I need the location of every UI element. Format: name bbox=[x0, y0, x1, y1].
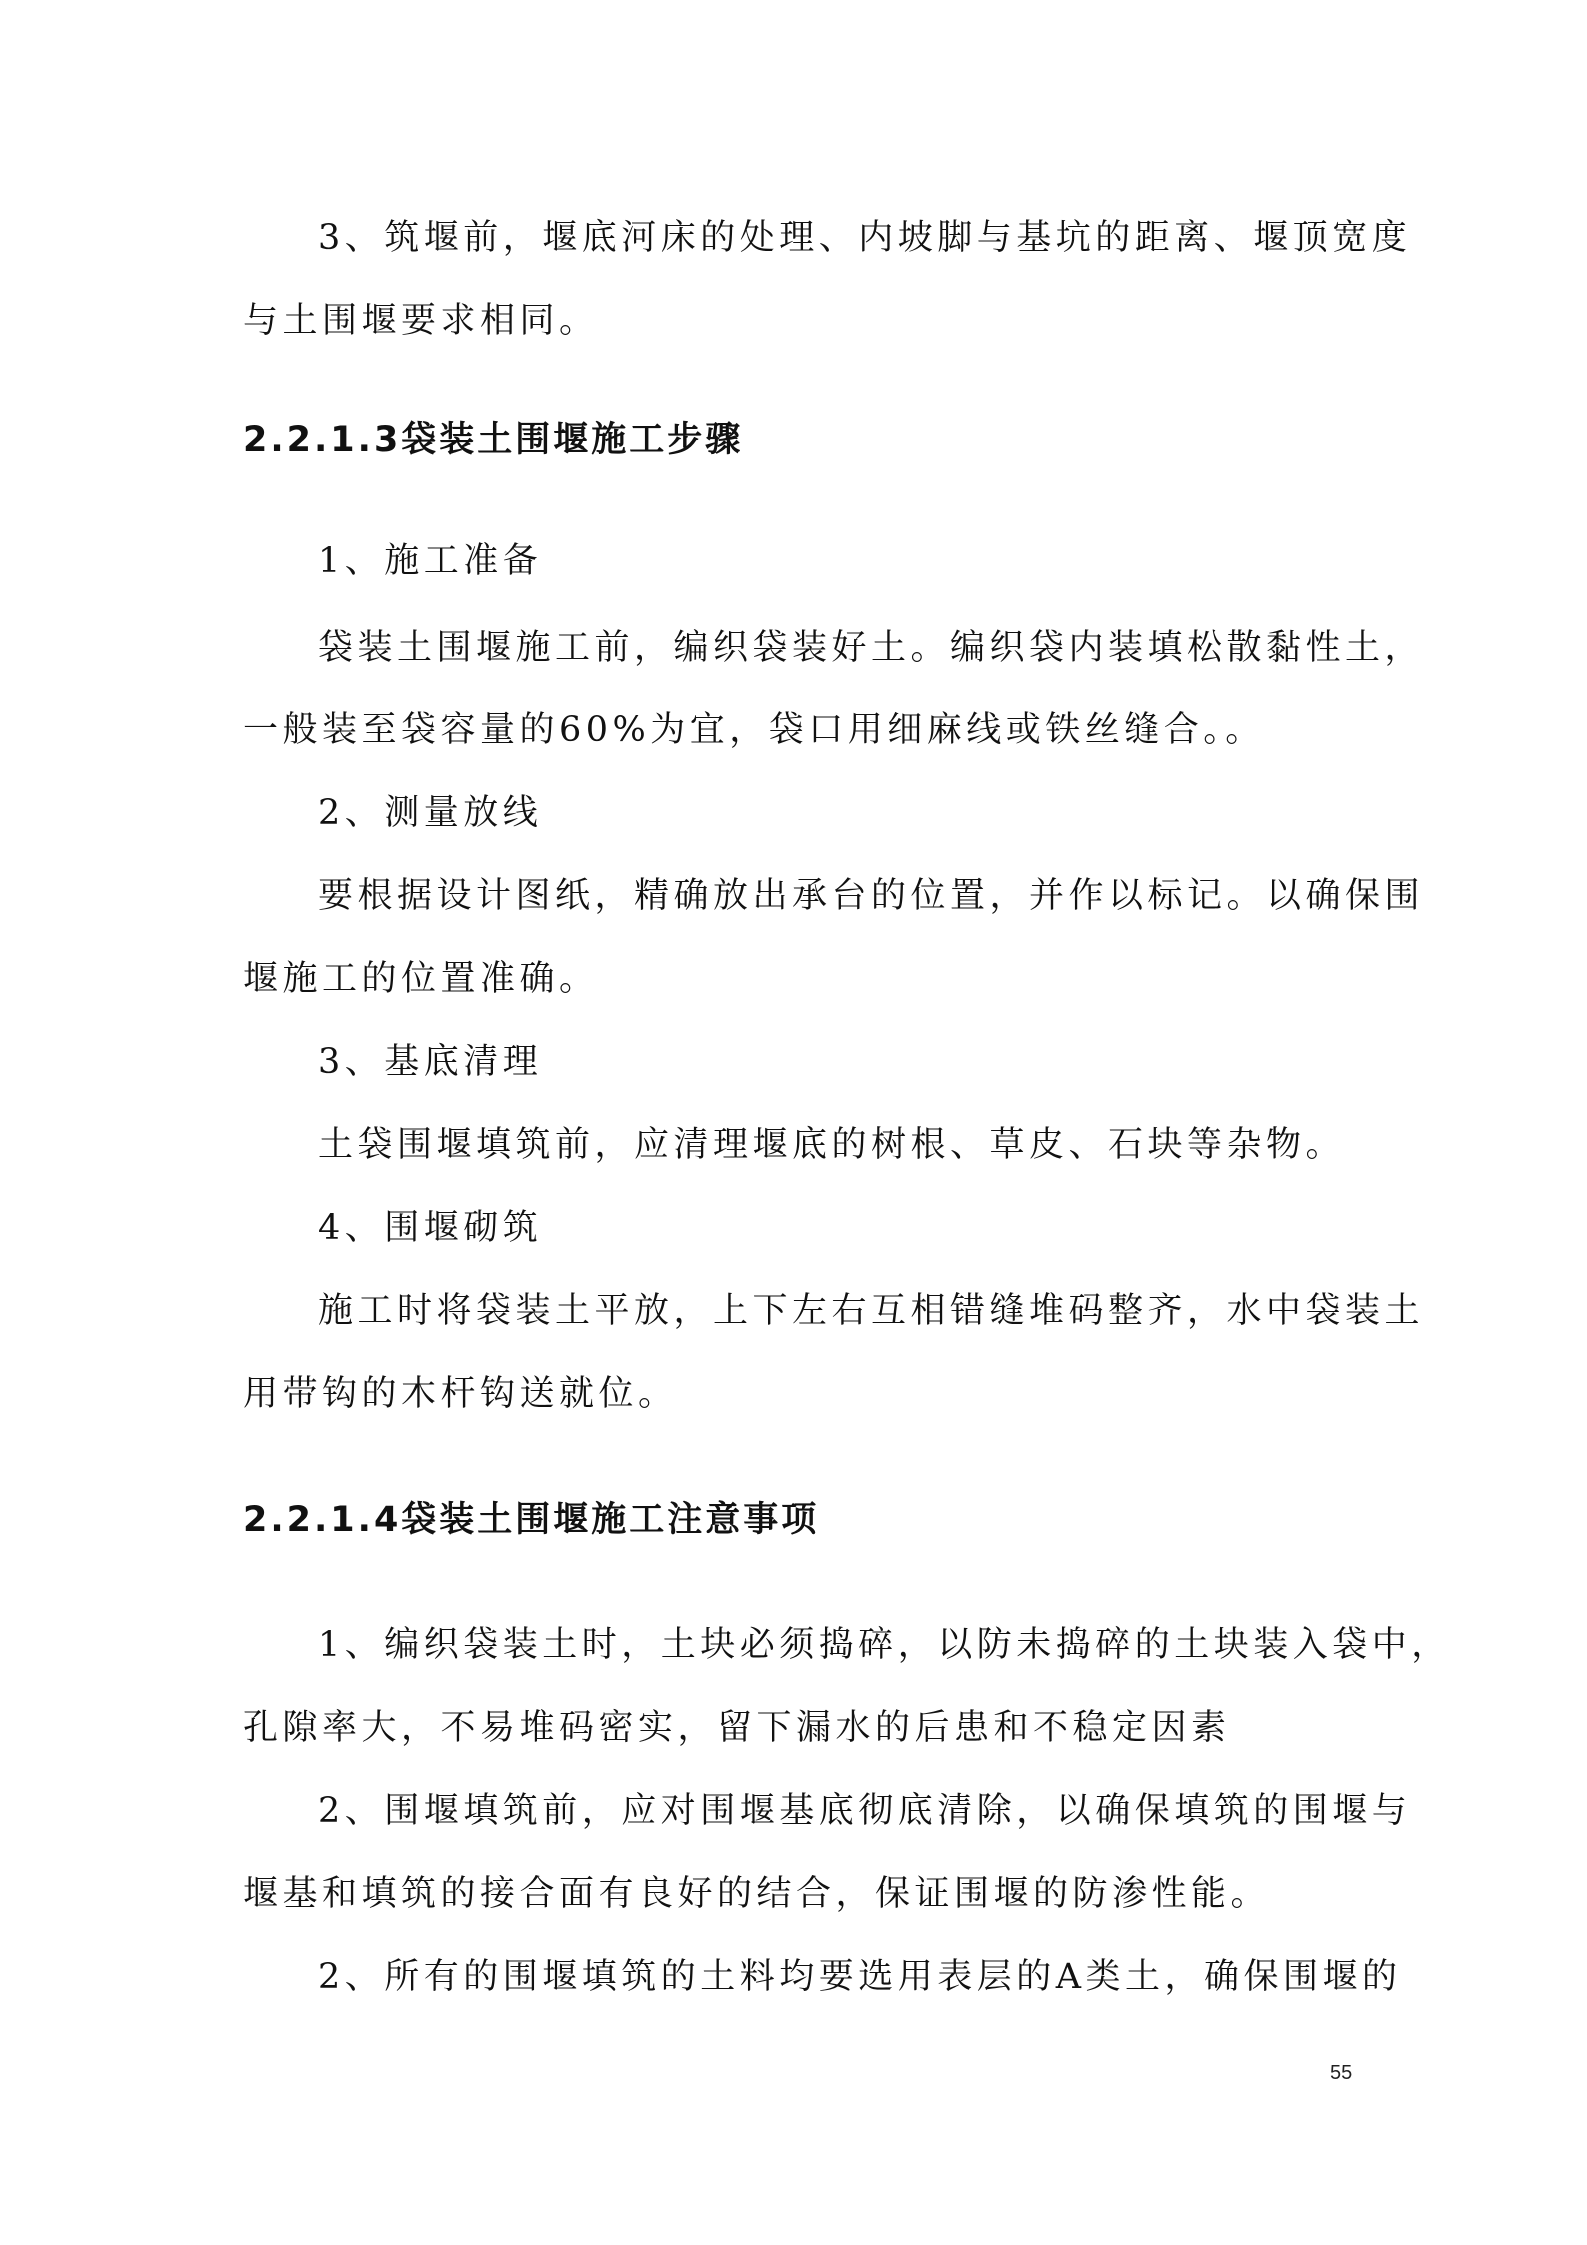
step-title: 2、测量放线 bbox=[318, 793, 543, 833]
paragraph-line: 1、编织袋装土时，土块必须捣碎，以防未捣碎的土块装入袋中， bbox=[318, 1625, 1451, 1665]
paragraph-line: 堰施工的位置准确。 bbox=[243, 959, 599, 999]
paragraph-line: 2、所有的围堰填筑的土料均要选用表层的A类土，确保围堰的 bbox=[318, 1957, 1402, 1997]
step-title: 3、基底清理 bbox=[318, 1042, 543, 1082]
paragraph-line: 要根据设计图纸，精确放出承台的位置，并作以标记。以确保围 bbox=[318, 876, 1425, 916]
step-title: 4、围堰砌筑 bbox=[318, 1208, 543, 1248]
paragraph-line: 施工时将袋装土平放，上下左右互相错缝堆码整齐，水中袋装土 bbox=[318, 1291, 1425, 1331]
paragraph-line: 2、围堰填筑前，应对围堰基底彻底清除，以确保填筑的围堰与 bbox=[318, 1791, 1412, 1831]
paragraph-line: 与土围堰要求相同。 bbox=[243, 301, 599, 341]
paragraph-line: 用带钩的木杆钩送就位。 bbox=[243, 1374, 678, 1414]
paragraph-line: 堰基和填筑的接合面有良好的结合，保证围堰的防渗性能。 bbox=[243, 1874, 1271, 1914]
paragraph-line: 土袋围堰填筑前，应清理堰底的树根、草皮、石块等杂物。 bbox=[318, 1125, 1346, 1165]
paragraph-line: 一般装至袋容量的60%为宜，袋口用细麻线或铁丝缝合。。 bbox=[243, 710, 1265, 750]
section-heading-2-2-1-3: 2.2.1.3袋装土围堰施工步骤 bbox=[243, 420, 744, 460]
section-heading-2-2-1-4: 2.2.1.4袋装土围堰施工注意事项 bbox=[243, 1500, 820, 1540]
page-number: 55 bbox=[1330, 2062, 1353, 2084]
step-title: 1、施工准备 bbox=[318, 541, 543, 581]
paragraph-line: 3、筑堰前，堰底河床的处理、内坡脚与基坑的距离、堰顶宽度 bbox=[318, 218, 1412, 258]
paragraph-line: 袋装土围堰施工前，编织袋装好土。编织袋内装填松散黏性土， bbox=[318, 628, 1425, 668]
paragraph-line: 孔隙率大，不易堆码密实，留下漏水的后患和不稳定因素 bbox=[243, 1708, 1231, 1748]
